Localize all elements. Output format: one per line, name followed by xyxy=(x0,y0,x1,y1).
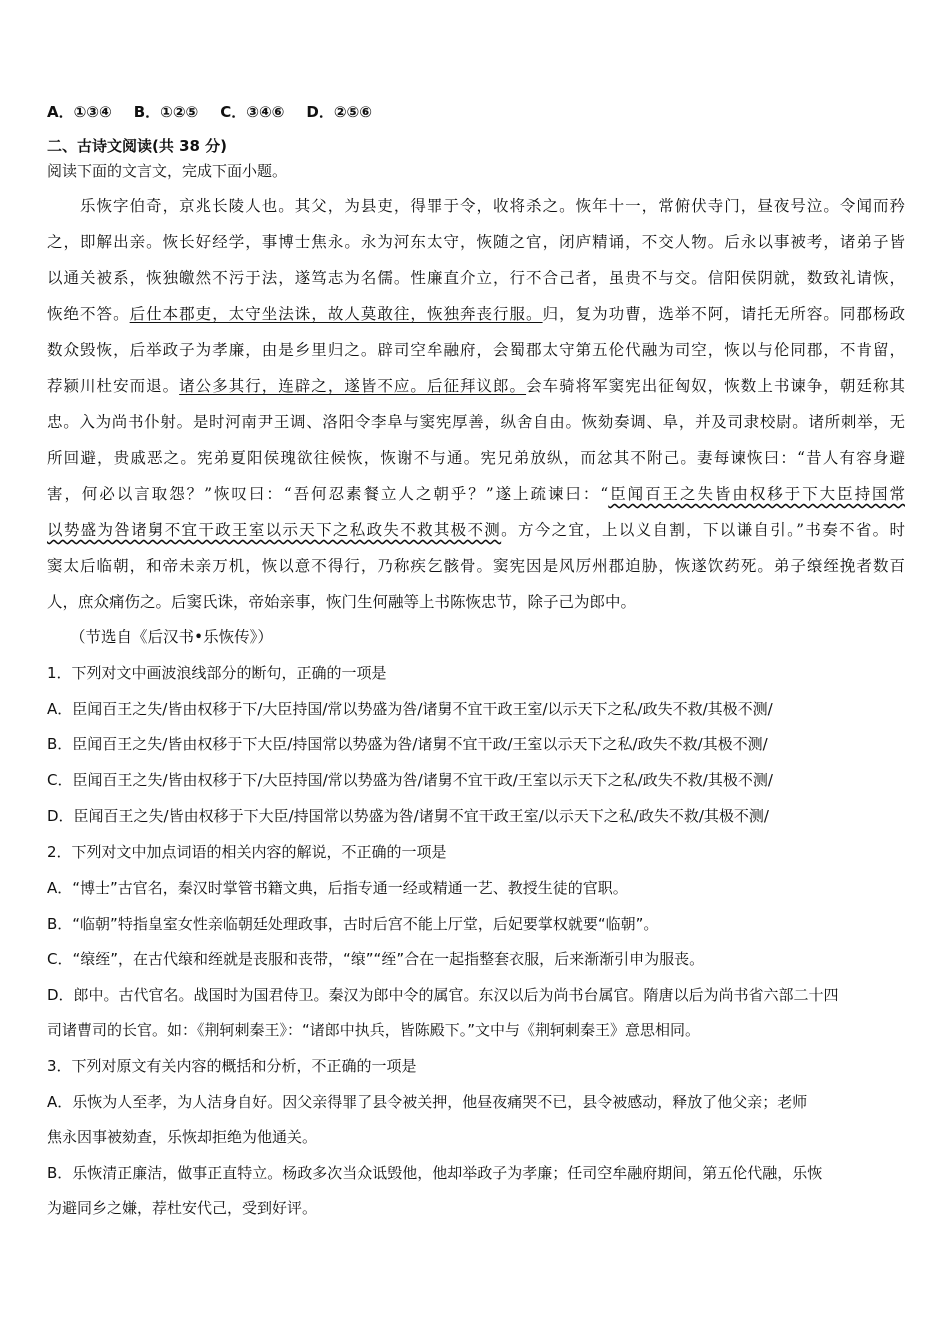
passage-line-8: 所回避，贵戚恶之。宪弟夏阳侯瑰欲往候恢，恢谢不与通。宪兄弟放纵，而忿其不附己。妻每谏恢曰：“昔人有容身避 xyxy=(47,449,905,467)
choice-a[interactable]: A．“博士”古官名，秦汉时掌管书籍文典，后指专通一经或精通一艺、教授生徒的官职。 xyxy=(47,879,628,897)
passage-line-9 xyxy=(47,484,905,504)
choice-a-continued[interactable]: 焦永因事被劾查，乐恢却拒绝为他通关。 xyxy=(47,1128,318,1146)
choice-b-continued[interactable]: 为避同乡之嫌，荐杜安代己，受到好评。 xyxy=(47,1199,318,1217)
section-heading: 二、古诗文阅读(共 38 分) xyxy=(47,137,228,155)
wavy-underlined-text: 以势盛为咎诸舅不宜干政王室以示天下之私政失不救其极不测 xyxy=(47,521,502,539)
passage-line-2: 之，即解出亲。恢长好经学，事博士焦永。永为河东太守，恢随之官，闭庐精诵，不交人物。后永以事被考，诸弟子皆 xyxy=(47,233,905,251)
choice-b[interactable]: B．“临朝”特指皇室女性亲临朝廷处理政事，古时后宫不能上厅堂，后妃要掌权就要“临朝”。 xyxy=(47,915,659,933)
underlined-sentence-1: 后仕本郡吏，太守坐法诛，故人莫敢往，恢独奔丧行服。 xyxy=(129,305,543,323)
passage-text: 归，复为功曹，选举不阿，请托无所容。同郡杨政 xyxy=(542,305,905,323)
question-stem: 1．下列对文中画波浪线部分的断句，正确的一项是 xyxy=(47,664,387,682)
choice-d[interactable]: D．郎中。古代官名。战国时为国君侍卫。秦汉为郎中令的属官。东汉以后为尚书台属官。隋唐以后为尚书省六部二十四 xyxy=(47,986,839,1004)
passage-text: 。方今之宜，上以义自割，下以谦自引。”书奏不省。时 xyxy=(501,521,905,539)
wavy-underlined-text: 臣闻百王之失皆由权移于下大臣持国常 xyxy=(608,485,905,503)
passage-text: 害，何必以言取怨？”恢叹曰：“吾何忍素餐立人之朝乎？”遂上疏谏曰：“ xyxy=(47,485,609,503)
question-stem: 3．下列对原文有关内容的概括和分析，不正确的一项是 xyxy=(47,1057,417,1075)
passage-line-1: 乐恢字伯奇，京兆长陵人也。其父，为县吏，得罪于令，收将杀之。恢年十一，常俯伏寺门，昼夜号泣。令闻而矜 xyxy=(80,197,905,215)
choice-c[interactable]: C．臣闻百王之失/皆由权移于下/大臣持国/常以势盛为咎/诸舅不宜干政/王室以示天下之私/政失不救/其极不测/ xyxy=(47,771,773,789)
passage-line-11: 窦太后临朝，和帝未亲万机，恢以意不得行，乃称疾乞骸骨。窦宪因是风厉州郡迫胁，恢遂饮药死。弟子缞绖挽者数百 xyxy=(47,557,905,575)
passage-source: （节选自《后汉书•乐恢传》） xyxy=(70,628,273,646)
choice-c[interactable]: C．“缞绖”，在古代缞和绖就是丧服和丧带，“缞”“绖”合在一起指整套衣服，后来渐渐引申为服丧。 xyxy=(47,950,705,968)
passage-line-6 xyxy=(47,376,905,396)
passage-line-4 xyxy=(47,304,905,324)
passage-text: 会车骑将军窦宪出征匈奴，恢数上书谏争，朝廷称其 xyxy=(526,377,905,395)
choice-b[interactable]: B．乐恢清正廉洁，做事正直特立。杨政多次当众诋毁他，他却举政子为孝廉；任司空牟融府期间，第五伦代融，乐恢 xyxy=(47,1164,823,1182)
choice-a[interactable]: A．乐恢为人至孝，为人洁身自好。因父亲得罪了县令被关押，他昼夜痛哭不已，县令被感动，释放了他父亲；老师 xyxy=(47,1093,808,1111)
answer-option-a[interactable]: A．①③④ xyxy=(47,103,112,121)
passage-line-7: 忠。入为尚书仆射。是时河南尹王调、洛阳令李阜与窦宪厚善，纵舍自由。恢劾奏调、阜，并及司隶校尉。诸所刺举，无 xyxy=(47,413,905,431)
answer-option-c[interactable]: C．③④⑥ xyxy=(220,103,285,121)
passage-text: 荐颍川杜安而退。 xyxy=(47,377,180,395)
choice-b[interactable]: B．臣闻百王之失/皆由权移于下大臣/持国常以势盛为咎/诸舅不宜干政/王室以示天下之私/政失不救/其极不测/ xyxy=(47,735,768,753)
choice-a[interactable]: A．臣闻百王之失/皆由权移于下/大臣持国/常以势盛为咎/诸舅不宜干政王室/以示天下之私/政失不救/其极不测/ xyxy=(47,700,773,718)
choice-d-continued[interactable]: 司诸曹司的长官。如：《荆轲刺秦王》：“诸郎中执兵，皆陈殿下。”文中与《荆轲刺秦王》意思相同。 xyxy=(47,1021,701,1039)
passage-line-12: 人，庶众痛伤之。后窦氏诛，帝始亲事，恢门生何融等上书陈恢忠节，除子己为郎中。 xyxy=(47,593,637,611)
previous-answer-options xyxy=(47,102,394,122)
passage-line-10 xyxy=(47,520,905,540)
question-stem: 2．下列对文中加点词语的相关内容的解说，不正确的一项是 xyxy=(47,843,447,861)
section-instruction: 阅读下面的文言文，完成下面小题。 xyxy=(47,162,288,180)
underlined-sentence-2: 诸公多其行，连辟之，遂皆不应。后征拜议郎。 xyxy=(179,377,527,395)
choice-d[interactable]: D．臣闻百王之失/皆由权移于下大臣/持国常以势盛为咎/诸舅不宜干政王室/以示天下之私/政失不救/其极不测/ xyxy=(47,807,769,825)
passage-line-5: 数众毁恢，后举政子为孝廉，由是乡里归之。辟司空牟融府，会蜀郡太守第五伦代融为司空，恢以与伦同郡，不肯留， xyxy=(47,341,905,359)
passage-line-3: 以通关被系，恢独皦然不污于法，遂笃志为名儒。性廉直介立，行不合己者，虽贵不与交。信阳侯阴就，数致礼请恢， xyxy=(47,269,905,287)
answer-option-d[interactable]: D．②⑤⑥ xyxy=(306,103,372,121)
passage-text: 恢绝不答。 xyxy=(47,305,130,323)
answer-option-b[interactable]: B．①②⑤ xyxy=(133,103,199,121)
